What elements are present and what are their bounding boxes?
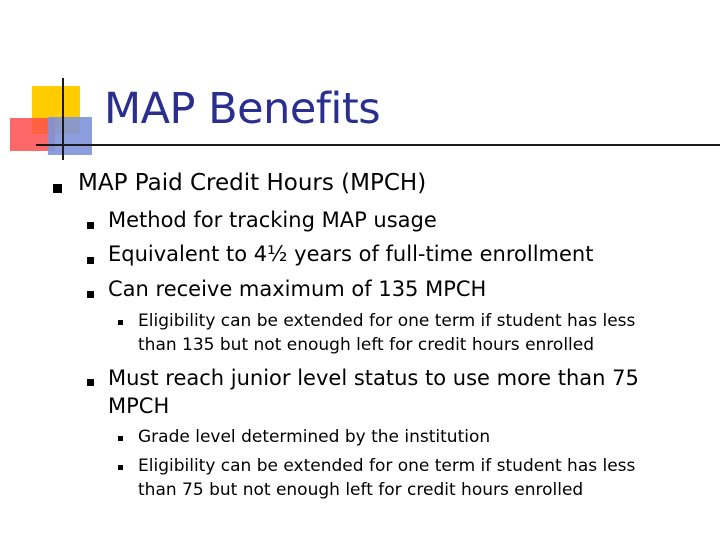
bullet-method: Method for tracking MAP usage (108, 208, 437, 232)
bullet-icon (118, 465, 123, 470)
bullet-icon (53, 184, 62, 193)
bullet-eligibility-135-line2: than 135 but not enough left for credit hours enrolled (138, 335, 595, 355)
bullet-icon (118, 320, 123, 325)
bullet-icon (87, 222, 94, 229)
bullet-icon (118, 436, 123, 441)
slide-title: MAP Benefits (104, 84, 381, 134)
bullet-icon (87, 257, 94, 264)
bullet-junior-level-line2: MPCH (108, 394, 170, 418)
bullet-icon (87, 291, 94, 298)
bullet-junior-level-line1: Must reach junior level status to use more than 75 (108, 366, 639, 390)
bullet-mpch: MAP Paid Credit Hours (MPCH) (78, 170, 427, 196)
bullet-eligibility-135 (138, 309, 635, 357)
bullet-maximum: Can receive maximum of 135 MPCH (108, 277, 487, 301)
title-underline (36, 144, 720, 146)
bullet-eligibility-75 (138, 454, 635, 502)
bullet-eligibility-135-line1: Eligibility can be extended for one term if student has less (138, 311, 636, 331)
bullet-eligibility-75-line2: than 75 but not enough left for credit hours enrolled (138, 480, 584, 500)
bullet-junior-level (108, 364, 639, 420)
decor-blue-square (48, 117, 92, 155)
bullet-eligibility-75-line1: Eligibility can be extended for one term if student has less (138, 456, 636, 476)
decor-vertical-line (62, 78, 64, 160)
bullet-icon (87, 379, 94, 386)
bullet-equivalent: Equivalent to 4½ years of full-time enrollment (108, 242, 594, 266)
bullet-grade-level: Grade level determined by the institution (138, 427, 491, 447)
